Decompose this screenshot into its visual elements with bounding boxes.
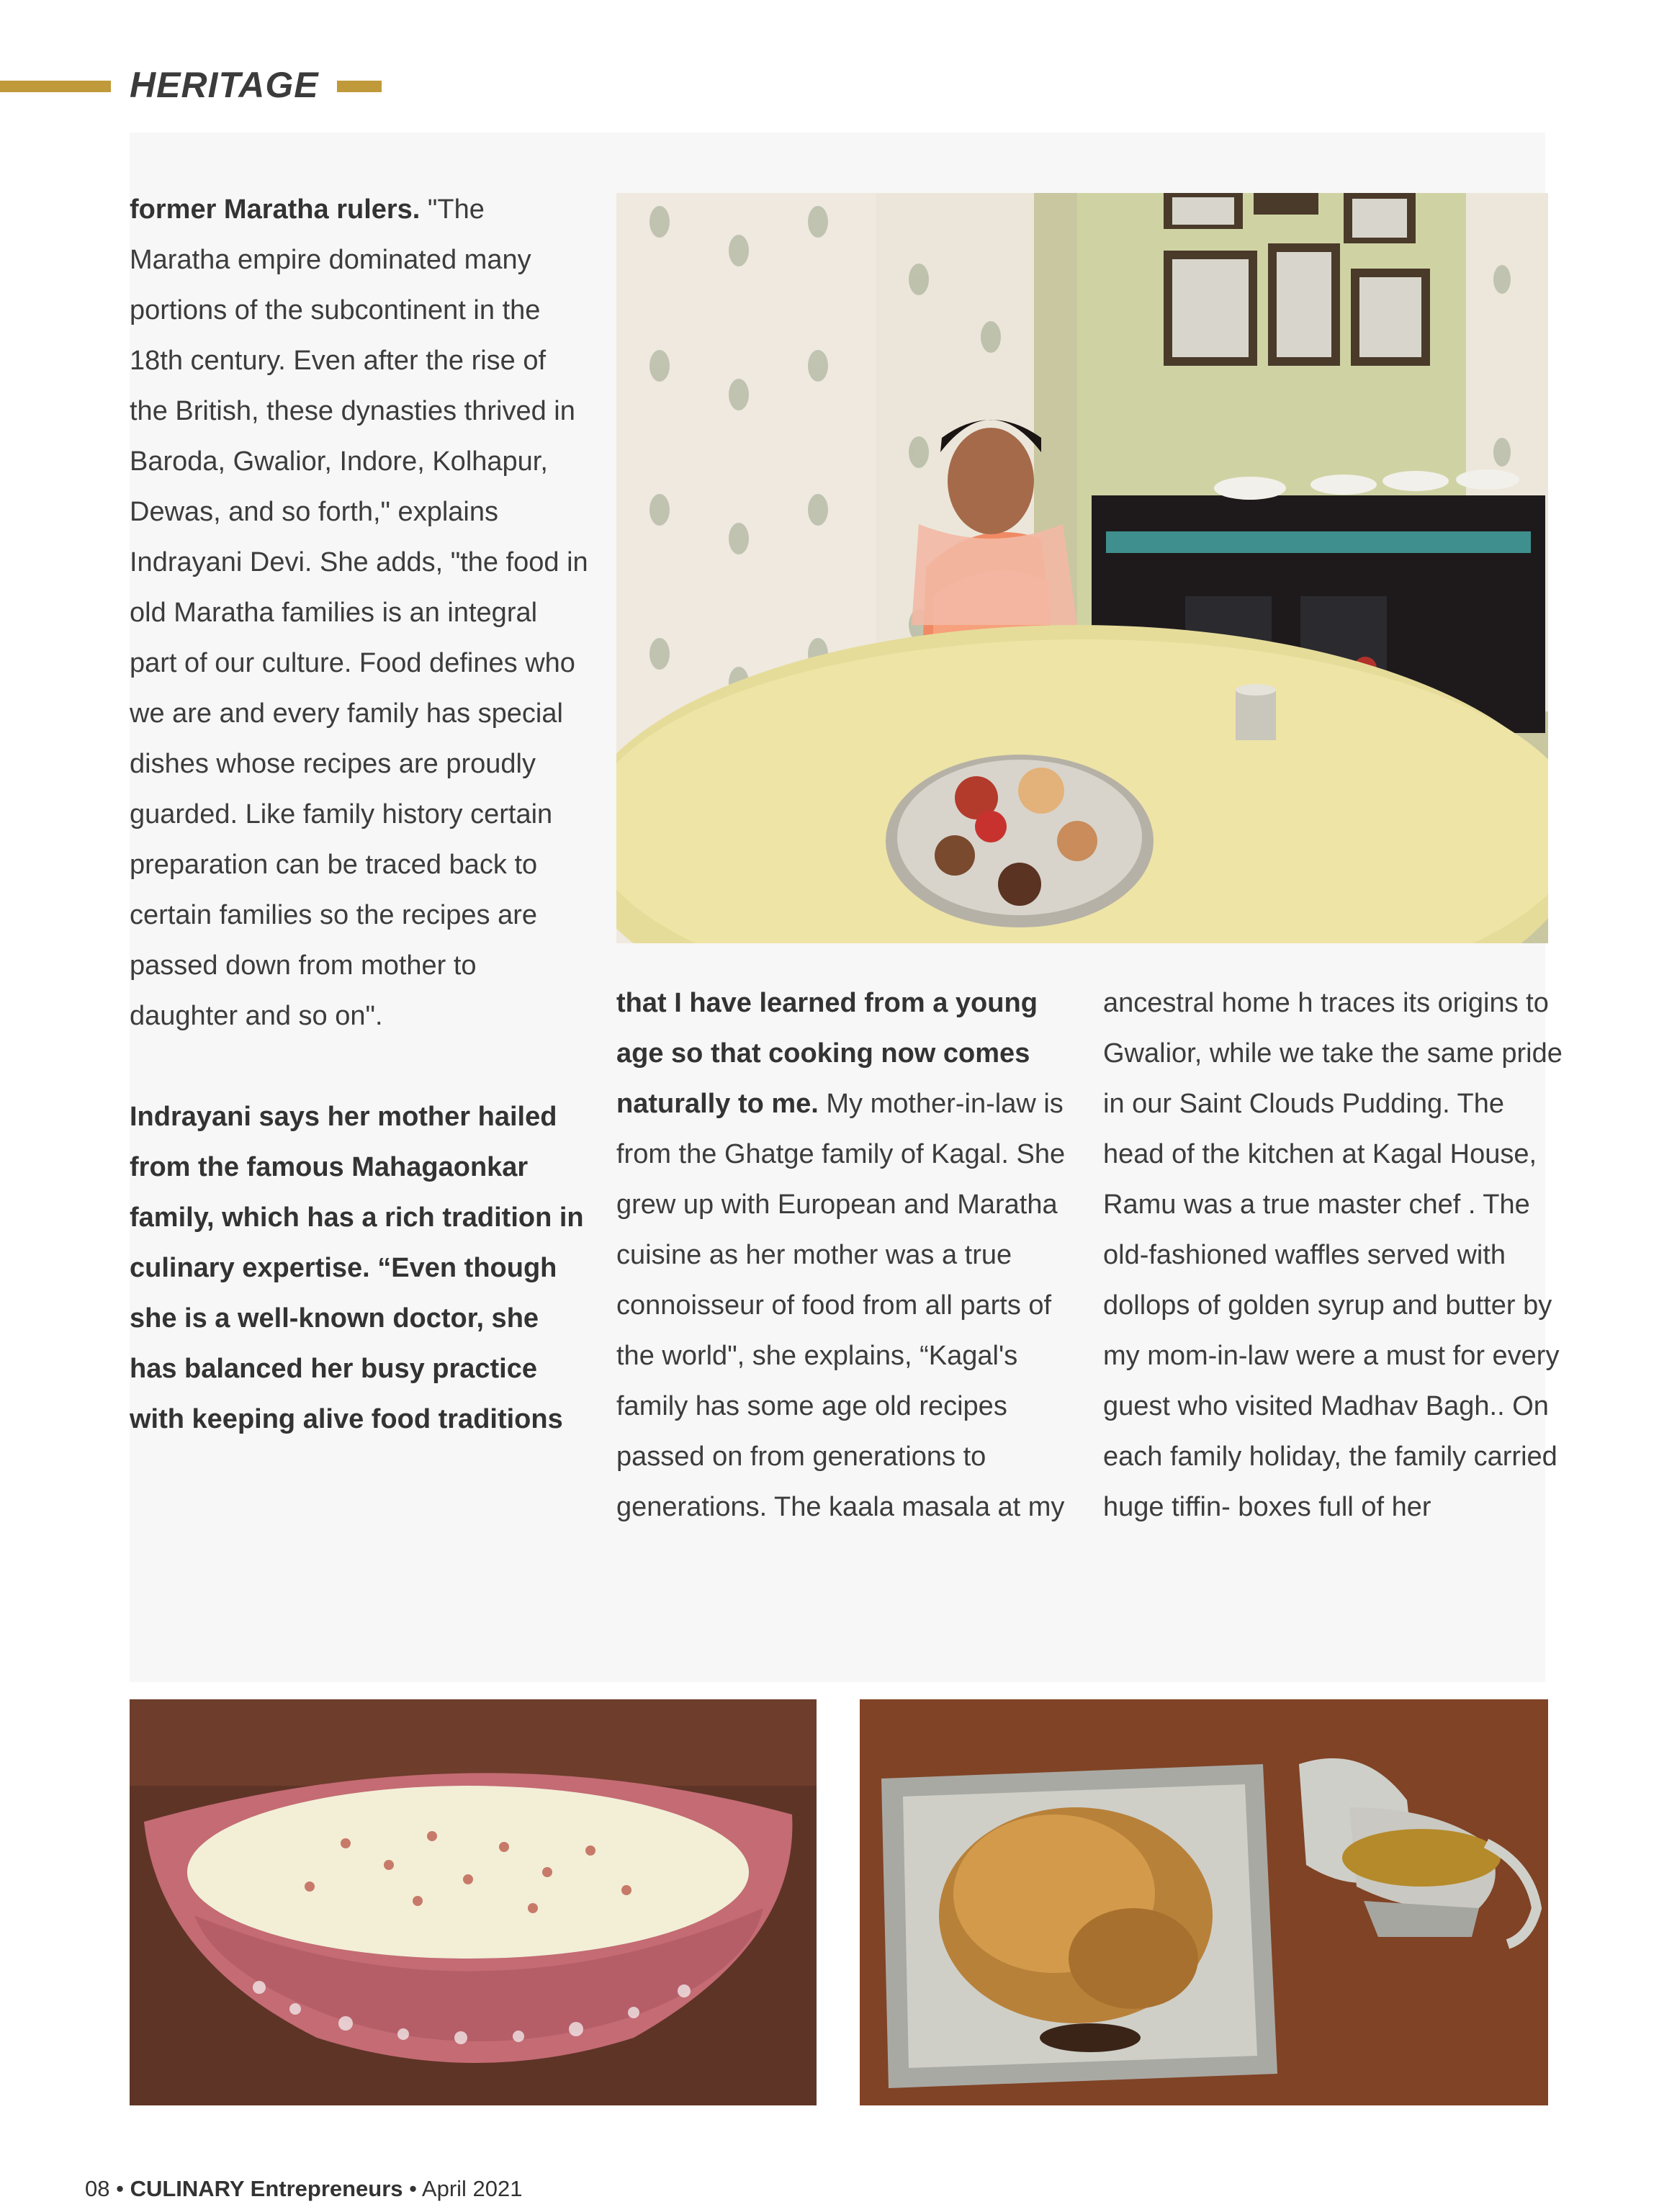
quote-bold: that I have learned from a young age so that cooking now comes naturally to me.: [616, 988, 1038, 1119]
article-column-1: [130, 184, 590, 1444]
photo-woman-at-table: [616, 193, 1548, 943]
issue-date: April 2021: [421, 2176, 523, 2201]
photo-woman-at-table-illustration: [616, 193, 1548, 943]
footer-separator-2: •: [403, 2176, 422, 2201]
paragraph-2-bold: Indrayani says her mother hailed from the famous Mahagaonkar family, which has a rich tradition in culinary expertise. “Even though she is a well-known doctor, she has balanced her busy practice with keeping alive food traditions: [130, 1102, 584, 1434]
footer-separator: •: [109, 2176, 130, 2201]
page-number: 08: [85, 2176, 110, 2201]
photo-chicken-illustration: [860, 1699, 1548, 2105]
lead-in-bold: former Maratha rulers.: [130, 194, 421, 225]
paragraph-4: ancestral home h traces its origins to Gwalior, while we take the same pride in our Saint Clouds Pudding. The head of the kitchen at Kagal House, Ramu was a true master chef . The old-fashioned waffles served with dollops of golden syrup and butter by my mom-in-law were a must for every guest who visited Madhav Bagh.. On each family holiday, the family carried huge tiffin- boxes full of her: [1103, 988, 1563, 1522]
article-column-3: [1103, 978, 1564, 1532]
section-title: HERITAGE: [130, 65, 319, 105]
paragraph-3: [616, 978, 1077, 1532]
paragraph-2: [130, 1092, 590, 1444]
photo-pudding-illustration: [130, 1699, 817, 2105]
article-column-2: [616, 978, 1077, 1532]
photo-roast-chicken: [860, 1699, 1548, 2105]
paragraph-1-text: "The Maratha empire dominated many portions of the subcontinent in the 18th century. Even after the rise of the British, these dynasties thrived in Baroda, Gwalior, Indore, Kolhapur, Dewas, and so forth," explains Indrayani Devi. She adds, "the food in old Maratha families is an integral part of our culture. Food defines who we are and every family has special dishes whose recipes are proudly guarded. Like family history certain preparation can be traced back to certain families so the recipes are passed down from mother to daughter and so on".: [130, 194, 588, 1031]
paragraph-1: [130, 184, 590, 1041]
paragraph-3-text: My mother-in-law is from the Ghatge family of Kagal. She grew up with European and Maratha cuisine as her mother was a true connoisseur of food from all parts of the world", she explains, “Kagal's family has some age old recipes passed on from generations to generations. The kaala masala at my: [616, 1089, 1066, 1522]
magazine-name: CULINARY Entrepreneurs: [130, 2176, 403, 2201]
photo-saint-clouds-pudding: [130, 1699, 817, 2105]
page-footer: [85, 2175, 523, 2203]
header-rule-right: [337, 81, 382, 92]
header-rule-left: [0, 81, 111, 92]
